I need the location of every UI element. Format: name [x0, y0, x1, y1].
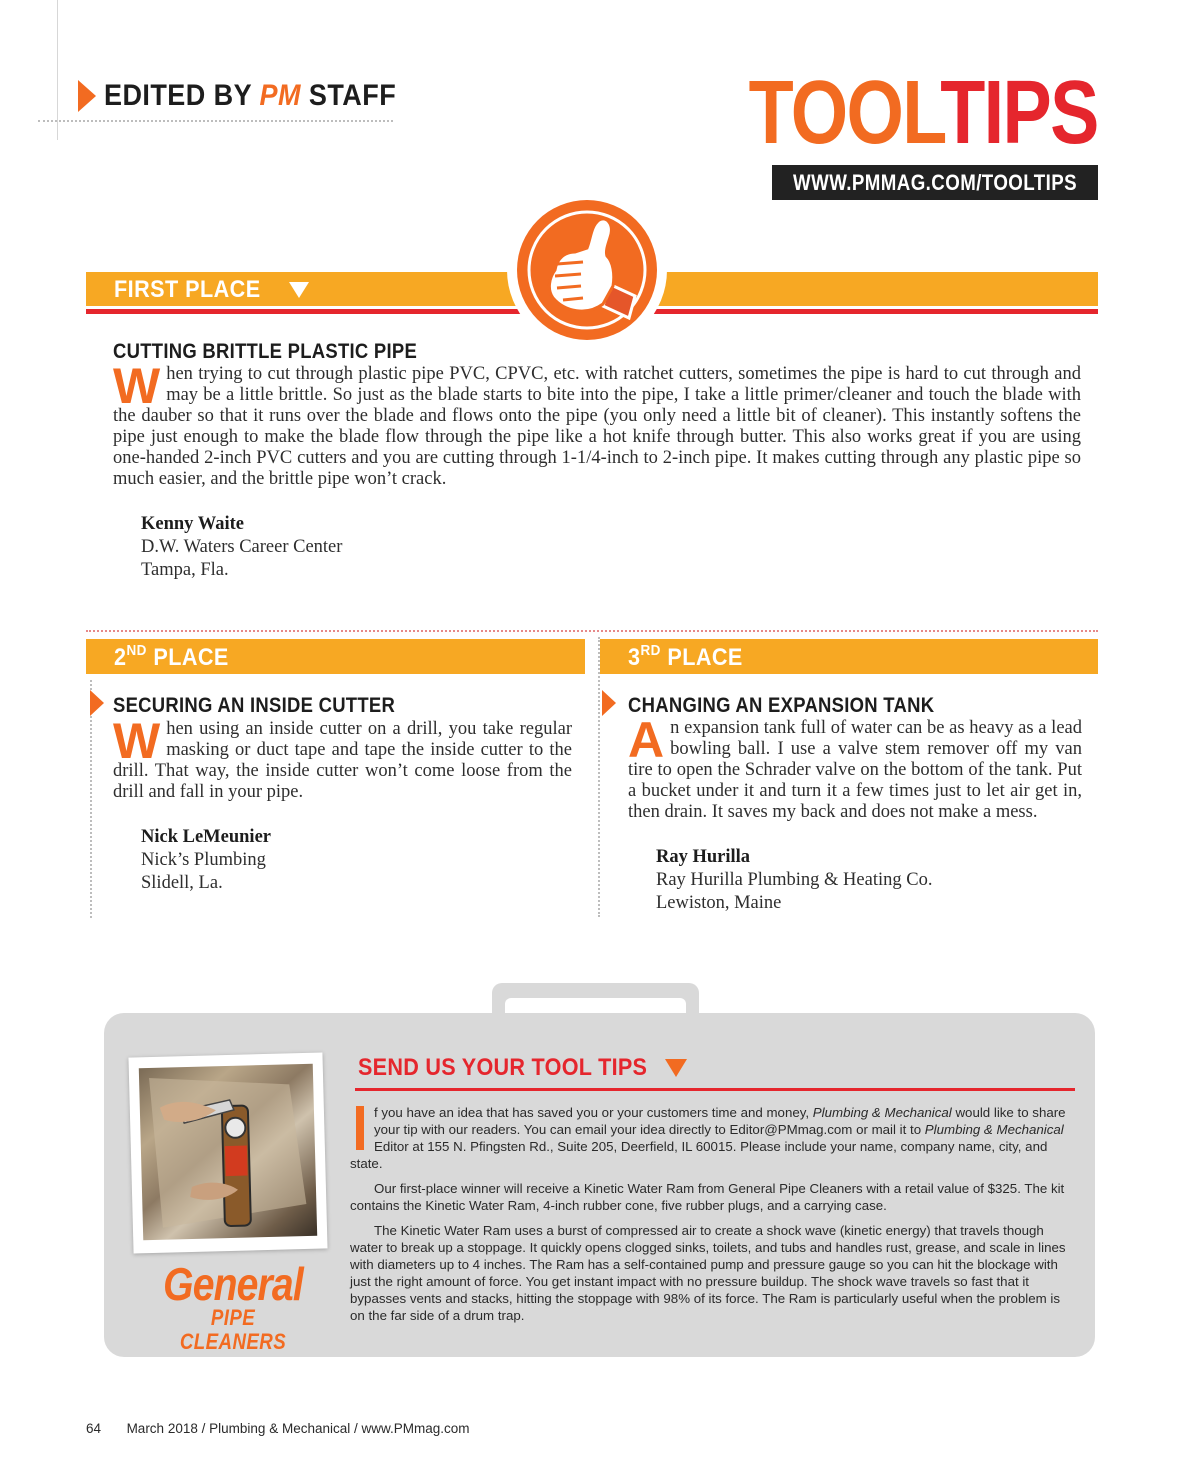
- place-number: 2: [114, 644, 127, 671]
- send-tips-body: [350, 1104, 1070, 1332]
- send-tips-paragraph-1: [350, 1104, 1070, 1172]
- publication-name: Plumbing & Mechanical: [209, 1421, 351, 1436]
- first-place-body-text: hen trying to cut through plastic pipe PVC, CPVC, etc. with ratchet cutters, sometimes the pipe is hard to cut through and may be a little brittle. So just as the blade starts to bite into the pipe, I take a little primer/cleaner and touch the blade with the dauber so that it runs over the blade and flows onto the pipe (you only need a little bit of cleaner). This instantly softens the pipe just enough to make the blade flow through the pipe like a hot knife through butter. This also works great if you are using one-handed 2-inch PVC cutters and you are cutting through 1-1/4-inch to 2-inch pipe. It makes cutting through any plastic pipe so much easier, and the brittle pipe won’t crack.: [113, 364, 1081, 489]
- contributor-company: Nick’s Plumbing: [141, 850, 266, 870]
- edited-by-line: [78, 76, 429, 116]
- drop-cap: A: [628, 712, 665, 768]
- place-suffix: ND: [126, 642, 147, 659]
- contributor-name: Ray Hurilla: [656, 847, 751, 867]
- p1-italic-1: Plumbing & Mechanical: [812, 1105, 952, 1120]
- dotted-divider: [86, 630, 1098, 632]
- p1-text-b: would like to share your tip with our readers. You can email your idea directly to Editor@PMmag.com or mail it to: [374, 1105, 1066, 1137]
- edited-prefix: EDITED BY: [104, 79, 252, 112]
- second-place-title: SECURING AN INSIDE CUTTER: [113, 694, 396, 717]
- contributor-location: Tampa, Fla.: [141, 560, 229, 580]
- url-banner[interactable]: [772, 165, 1098, 200]
- contributor-location: Slidell, La.: [141, 873, 223, 893]
- send-tips-paragraph-2: Our first-place winner will receive a Kinetic Water Ram from General Pipe Cleaners with a retail value of $325. The kit contains the Kinetic Water Ram, 4-inch rubber cone, five rubber plugs, and a carrying case.: [350, 1181, 1065, 1213]
- send-tips-heading: [358, 1054, 687, 1082]
- water-ram-image: [139, 1064, 317, 1240]
- third-place-label: [628, 644, 743, 672]
- first-place-label: FIRST PLACE: [114, 276, 261, 303]
- dotted-divider: [38, 120, 393, 122]
- thumbs-up-icon: [517, 200, 657, 340]
- p1-text-a: f you have an idea that has saved you or your customers time and money,: [374, 1105, 813, 1120]
- place-suffix: RD: [640, 642, 661, 659]
- third-place-signature: [656, 846, 932, 915]
- logo-line-2: PIPE CLEANERS: [179, 1305, 287, 1354]
- dotted-column-rule: [598, 637, 600, 917]
- down-triangle-icon: [289, 282, 309, 298]
- section-title-tool: TOOL: [748, 63, 941, 163]
- contributor-company: Ray Hurilla Plumbing & Heating Co.: [656, 870, 933, 890]
- contributor-location: Lewiston, Maine: [656, 893, 782, 913]
- edited-suffix: STAFF: [308, 79, 397, 112]
- publication-url[interactable]: www.PMmag.com: [361, 1421, 470, 1436]
- send-tips-paragraph-3: The Kinetic Water Ram uses a burst of compressed air to create a shock wave (kinetic energy) that travels though water to break up a stoppage. It quickly opens clogged sinks, toilets, and tubs and handles rust, grease, and scale in lines with diameters up to 4 inches. The Ram has a self-contained pump and pressure gauge so you can hit the blockage with just the right amount of force. You get instant impact with no pressure buildup. The shock wave travels so fast that it bypasses vents and stacks, hitting the stoppage with 98% of its force. The Ram is particularly useful when the problem is on the far side of a drum trap.: [350, 1223, 1066, 1323]
- triangle-marker-icon: [78, 80, 96, 112]
- third-place-bar: [600, 639, 1098, 674]
- thumbs-up-badge: [517, 200, 657, 340]
- second-place-body: [113, 713, 572, 803]
- url-text[interactable]: WWW.PMMAG.COM/TOOLTIPS: [793, 169, 1077, 195]
- second-place-bar: [86, 639, 585, 674]
- triangle-marker-icon: [90, 690, 104, 716]
- first-place-title: CUTTING BRITTLE PLASTIC PIPE: [113, 340, 418, 363]
- second-place-label: [114, 644, 229, 672]
- section-title-tips: TIPS: [940, 63, 1098, 163]
- logo-line-1: General: [163, 1258, 303, 1310]
- page-footer: [86, 1421, 470, 1436]
- margin-rule: [57, 0, 58, 140]
- second-place-signature: [141, 826, 271, 895]
- footer-separator: /: [354, 1421, 358, 1436]
- first-place-signature: [141, 513, 342, 582]
- issue-date: March 2018: [126, 1421, 198, 1436]
- page-number: 64: [86, 1421, 102, 1436]
- place-number: 3: [628, 644, 641, 671]
- general-pipe-cleaners-logo: [150, 1258, 316, 1354]
- third-place-body-text: n expansion tank full of water can be as heavy as a lead bowling ball. I use a valve stem remover off my van tire to open the Schrader valve on the bottom of the tank. Put a bucket under it and turn it a few times just to let air get in, then drain. It saves my back and does not make a mess.: [628, 718, 1082, 822]
- place-word: PLACE: [153, 644, 229, 671]
- drop-cap-bar: [356, 1106, 364, 1150]
- place-word: PLACE: [667, 644, 743, 671]
- edited-brand: PM: [259, 79, 301, 112]
- send-tips-title: SEND US YOUR TOOL TIPS: [358, 1054, 648, 1081]
- contributor-name: Kenny Waite: [141, 514, 244, 534]
- triangle-marker-icon: [602, 690, 616, 716]
- p1-italic-2: Plumbing & Mechanical: [924, 1122, 1064, 1137]
- section-title: [748, 63, 1098, 163]
- third-place-title: CHANGING AN EXPANSION TANK: [628, 694, 935, 717]
- drop-cap: W: [113, 713, 161, 769]
- p1-text-c: Editor at 155 N. Pfingsten Rd., Suite 205, Deerfield, IL 60015. Please include your name, company name, city, and state.: [350, 1139, 1048, 1171]
- send-tips-rule: [355, 1088, 1075, 1091]
- first-place-body: [113, 358, 1081, 490]
- footer-separator: /: [201, 1421, 206, 1436]
- third-place-body: [628, 712, 1082, 823]
- second-place-body-text: hen using an inside cutter on a drill, you take regular masking or duct tape and tape the inside cutter to the drill. That way, the inside cutter won’t come loose from the drill and fall in your pipe.: [113, 719, 572, 802]
- edited-by-text: [104, 79, 396, 113]
- contributor-company: D.W. Waters Career Center: [141, 537, 343, 557]
- down-triangle-icon: [665, 1059, 687, 1077]
- contributor-name: Nick LeMeunier: [141, 827, 271, 847]
- drop-cap: W: [113, 358, 161, 414]
- product-photo: [139, 1064, 317, 1240]
